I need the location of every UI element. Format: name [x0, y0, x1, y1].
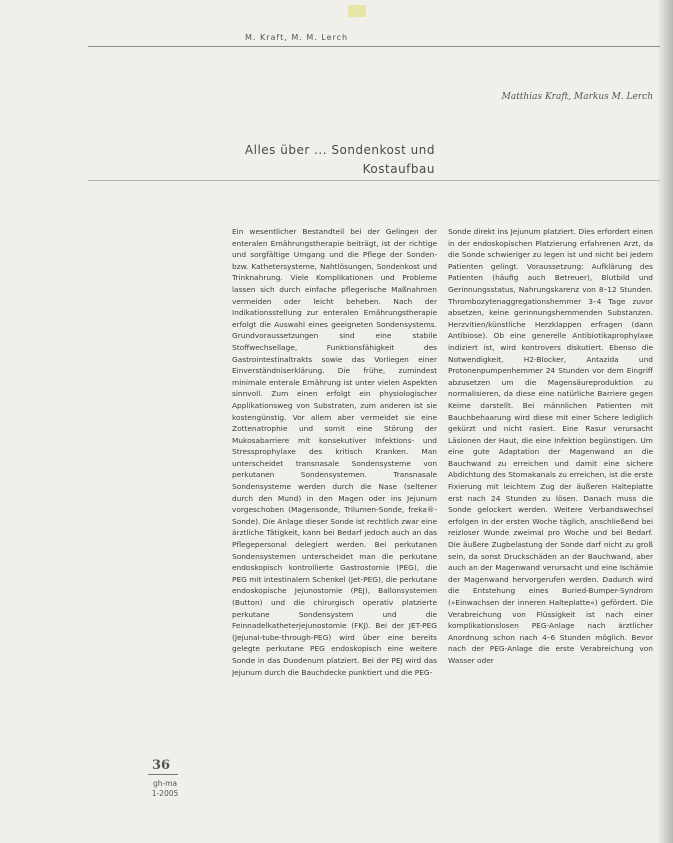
article-title [175, 141, 435, 179]
header-divider [88, 46, 660, 47]
body-text-right: Sonde direkt ins Jejunum platziert. Dies erfordert einen in der endoskopischen Platzierung erfahrenen Arzt, da die Sonde schwieriger zu legen ist und nicht bei jedem Patienten gelingt. Voraussetzung: Aufklärung des Patienten (häufig auch Betreuer), Blutbild und Gerinnungsstatus, Nahrungskarenz von 8–12 Stunden. Thrombozytenaggregationshemmer 3–4 Tage zuvor absetzen, keine gerinnungshemmenden Substanzen. Herzvitien/künstliche Herzklappen erfragen (dann Antibiose). Ob eine generelle Antibiotikaprophylaxe indiziert ist, wird kontrovers diskutiert. Ebenso die Notwendigkeit, H2-Blocker, Antazida und Protonenpumpenhemmer 24 Stunden vor dem Eingriff abzusetzen um die Magensäureproduktion zu normalisieren, da diese eine natürliche Barriere gegen Keime darstellt. Bei männlichen Patienten mit Bauchbehaarung wird diese mit einer Schere lediglich gekürzt und nicht rasiert. Eine Rasur verursacht Läsionen der Haut, die eine Infektion begünstigen. Um eine gute Adaptation der Magenwand an die Bauchwand zu erreichen und damit eine sichere Abdichtung des Stomakanals zu erreichen, ist die erste Fixierung mit leichtem Zug der äußeren Halteplatte erst nach 24 Stunden zu lösen. Danach muss die Sonde gelockert werden. Weitere Verbandswechsel erfolgen in der ersten Woche täglich, anschließend bei reizloser Wunde zweimal pro Woche und bei Bedarf. Die äußere Zugbelastung der Sonde darf nicht zu groß sein, da sonst Druckschäden an der Bauchwand, aber auch an der Magenwand verursacht und eine Ischämie der Magenwand hervorgerufen werden. Dadurch wird die Entstehung eines Buried-Bumper-Syndrom (»Einwachsen der inneren Halteplatte«) gefördert. Die Verabreichung von Flüssigkeit ist nach einer komplikationslosen PEG-Anlage nach ärztlicher Anordnung schon nach 4–6 Stunden möglich. Bevor nach der PEG-Anlage die erste Verabreichung von Wasser oder [448, 227, 653, 665]
journal-name: gh-ma [152, 779, 178, 788]
title-divider [88, 180, 660, 181]
highlighter-mark [348, 5, 366, 17]
running-head: M. Kraft, M. M. Lerch [245, 33, 349, 42]
journal-issue [150, 779, 180, 799]
article-authors: Matthias Kraft, Markus M. Lerch [501, 92, 653, 102]
body-column-left [232, 226, 437, 826]
journal-date: 1-2005 [151, 789, 179, 798]
scan-edge-shadow [657, 0, 673, 843]
body-text-left: Ein wesentlicher Bestandteil bei der Gelingen der enteralen Ernährungstherapie beiträgt, ist der richtige und sorgfältige Umgang und die Pflege der Sonden- bzw. Kathetersysteme, Nahtlösungen, Sondenkost und Trinknahrung. Viele Komplikationen und Probleme lassen sich durch einfache pflegerische Maßnahmen vermeiden oder leicht beheben. Nach der Indikationsstellung zur enteralen Ernährungstherapie erfolgt die Auswahl eines geeigneten Sondensystems. Grundvoraussetzungen sind eine stabile Stoffwechsellage, Funktionsfähigkeit des Gastrointestinaltrakts sowie das Vorliegen einer Einverständniserklärung. Die frühe, zumindest minimale enterale Ernährung ist unter vielen Aspekten sinnvoll. Zum einen erfolgt ein physiologischer Applikationsweg von Substraten, zum anderen ist sie kostengünstig. Vor allem aber vermeidet sie eine Zottenatrophie und somit eine Störung der Mukosabarriere mit konsekutiver Infektions- und Stressprophylaxe des kritisch Kranken. Man unterscheidet transnasale Sondensysteme von perkutanen Sondensystemen. Transnasale Sondensysteme werden durch die Nase (seltener durch den Mund) in den Magen oder ins Jejunum vorgeschoben (Magensonde, Trilumen-Sonde, freka®-Sonde). Die Anlage dieser Sonde ist rechtlich zwar eine ärztliche Tätigkeit, kann bei Bedarf jedoch auch an das Pflegepersonal delegiert werden. Bei perkutanen Sondensystemen unterscheidet man die perkutane endoskopisch kontrollierte Gastrostomie (PEG), die PEG mit intestinalem Schenkel (Jet-PEG), die perkutane endoskopische Jejunostomie (PEJ), Ballonsystemen (Button) und die chirurgisch operativ platzierte perkutane Sondensystem und die Feinnadelkatheterjejunostomie (FKJ). Bei der JET-PEG (Jejunal-tube-through-PEG) wird über eine bereits gelegte perkutane PEG endoskopisch eine weitere Sonde in das Duodenum platziert. Bei der PEJ wird das Jejunum durch die Bauchdecke punktiert und die PEG- [232, 227, 437, 677]
title-line-2: Kostaufbau [362, 162, 435, 176]
body-column-right [448, 226, 653, 826]
page-number: 36 [152, 758, 171, 773]
page-number-divider [148, 774, 178, 775]
title-line-1: Alles über ... Sondenkost und [244, 143, 435, 157]
